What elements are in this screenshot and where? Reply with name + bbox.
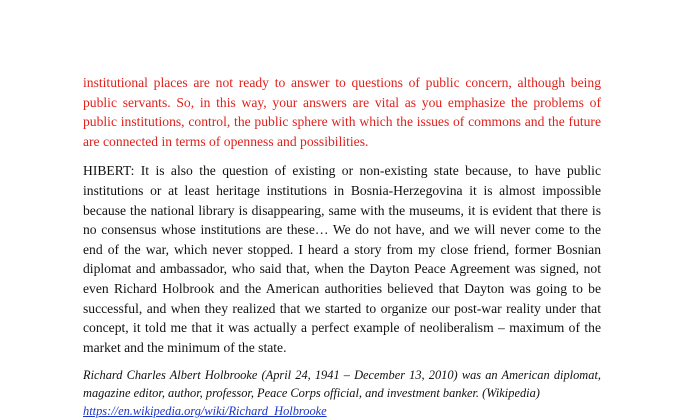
footnote-text: Richard Charles Albert Holbrooke (April 24, 1941 – December 13, 2010) was an American diplomat, magazine editor, author, professor, Peace Corps official, and investment banker. (Wikipedia) <box>83 368 601 401</box>
intro-paragraph: institutional places are not ready to answer to questions of public concern, although being public servants. So, in this way, your answers are vital as you emphasize the problems of public institutions, control, the public sphere with which the issues of commons and the future are connected in terms of openness and possibilities. <box>83 75 601 149</box>
wikipedia-link[interactable]: https://en.wikipedia.org/wiki/Richard_Holbrooke <box>83 404 327 419</box>
document-body <box>83 73 601 420</box>
footnote-paragraph <box>83 366 601 420</box>
hibert-paragraph: HIBERT: It is also the question of existing or non-existing state because, to have public institutions or at least heritage institutions in Bosnia-Herzegovina it is almost impossible because the national library is disappearing, same with the museums, it is evident that there is no consensus whose institutions are these… We do not have, and we will never come to the end of the war, which never stopped. I heard a story from my close friend, former Bosnian diplomat and ambassador, who said that, when the Dayton Peace Agreement was signed, not even Richard Holbrook and the American authorities believed that Dayton was going to be successful, and when they realized that we started to organize our post-war reality under that concept, it told me that it was actually a perfect example of neoliberalism – maximum of the market and the minimum of the state. <box>83 163 601 355</box>
